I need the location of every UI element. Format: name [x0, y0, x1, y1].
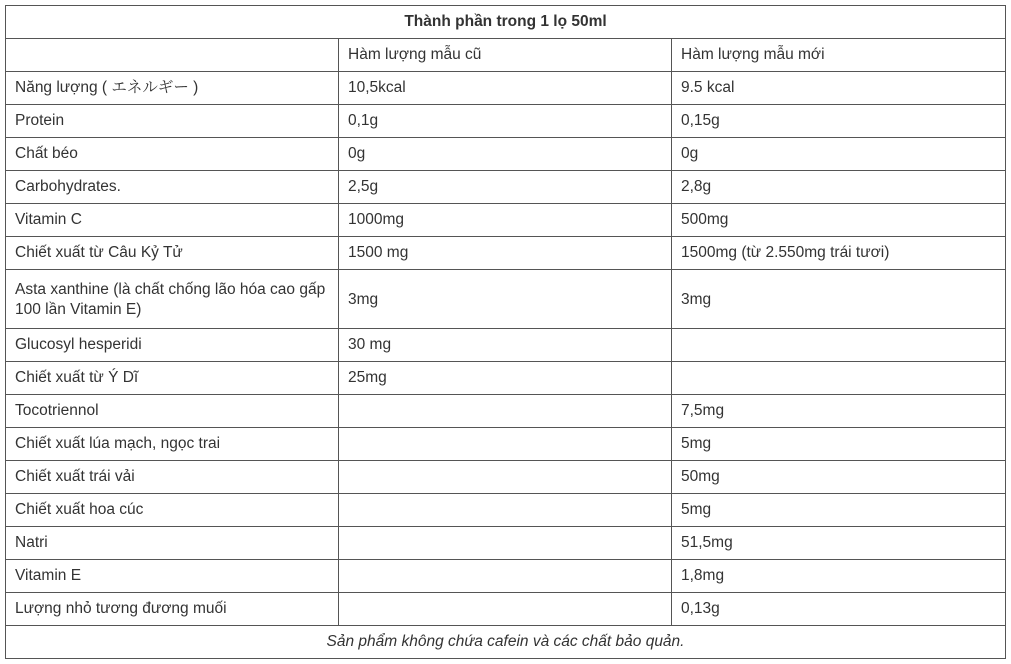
table-row — [6, 270, 1006, 329]
new-value: 51,5mg — [672, 527, 1006, 560]
old-value: 3mg — [339, 270, 672, 329]
table-row — [6, 105, 1006, 138]
old-value: 2,5g — [339, 171, 672, 204]
ingredient-name: Chiết xuất từ Ý Dĩ — [6, 362, 339, 395]
new-value: 50mg — [672, 461, 1006, 494]
ingredient-name: Lượng nhỏ tương đương muối — [6, 593, 339, 626]
table-row — [6, 362, 1006, 395]
table-header-row — [6, 39, 1006, 72]
new-value: 5mg — [672, 428, 1006, 461]
header-cell-old-formula: Hàm lượng mẫu cũ — [339, 39, 672, 72]
new-value: 2,8g — [672, 171, 1006, 204]
header-cell-new-formula: Hàm lượng mẫu mới — [672, 39, 1006, 72]
old-value: 30 mg — [339, 329, 672, 362]
ingredient-name: Chất béo — [6, 138, 339, 171]
table-row — [6, 593, 1006, 626]
ingredient-name: Vitamin E — [6, 560, 339, 593]
ingredient-name: Chiết xuất hoa cúc — [6, 494, 339, 527]
old-value: 25mg — [339, 362, 672, 395]
table-row — [6, 461, 1006, 494]
old-value — [339, 560, 672, 593]
new-value: 3mg — [672, 270, 1006, 329]
ingredient-name: Chiết xuất lúa mạch, ngọc trai — [6, 428, 339, 461]
ingredient-name: Năng lượng ( エネルギー ) — [6, 72, 339, 105]
table-row — [6, 494, 1006, 527]
table-row — [6, 527, 1006, 560]
header-cell-ingredient — [6, 39, 339, 72]
new-value: 7,5mg — [672, 395, 1006, 428]
ingredient-name: Chiết xuất từ Câu Kỷ Tử — [6, 237, 339, 270]
content-area — [5, 5, 1006, 659]
table-row — [6, 171, 1006, 204]
old-value: 0,1g — [339, 105, 672, 138]
footer-note: Sản phẩm không chứa cafein và các chất bảo quản. — [6, 626, 1006, 659]
old-value — [339, 461, 672, 494]
ingredient-name: Protein — [6, 105, 339, 138]
table-row — [6, 560, 1006, 593]
old-value — [339, 527, 672, 560]
ingredient-name: Vitamin C — [6, 204, 339, 237]
new-value — [672, 362, 1006, 395]
new-value — [672, 329, 1006, 362]
ingredient-name: Chiết xuất trái vải — [6, 461, 339, 494]
new-value: 5mg — [672, 494, 1006, 527]
new-value: 0,15g — [672, 105, 1006, 138]
old-value — [339, 428, 672, 461]
table-row — [6, 395, 1006, 428]
old-value: 1500 mg — [339, 237, 672, 270]
ingredient-name: Asta xanthine (là chất chống lão hóa cao gấp 100 lần Vitamin E) — [6, 270, 339, 329]
table-row — [6, 329, 1006, 362]
table-title-row — [6, 6, 1006, 39]
ingredient-name: Glucosyl hesperidi — [6, 329, 339, 362]
table-row — [6, 237, 1006, 270]
new-value: 500mg — [672, 204, 1006, 237]
old-value — [339, 494, 672, 527]
new-value: 0g — [672, 138, 1006, 171]
ingredient-name: Tocotriennol — [6, 395, 339, 428]
old-value: 10,5kcal — [339, 72, 672, 105]
old-value — [339, 395, 672, 428]
ingredients-table — [5, 5, 1006, 659]
new-value: 1500mg (từ 2.550mg trái tươi) — [672, 237, 1006, 270]
table-row — [6, 138, 1006, 171]
table-row — [6, 204, 1006, 237]
table-row — [6, 72, 1006, 105]
old-value — [339, 593, 672, 626]
table-footer-row — [6, 626, 1006, 659]
new-value: 1,8mg — [672, 560, 1006, 593]
old-value: 0g — [339, 138, 672, 171]
old-value: 1000mg — [339, 204, 672, 237]
ingredient-name: Carbohydrates. — [6, 171, 339, 204]
table-row — [6, 428, 1006, 461]
ingredient-name: Natri — [6, 527, 339, 560]
new-value: 0,13g — [672, 593, 1006, 626]
new-value: 9.5 kcal — [672, 72, 1006, 105]
table-title: Thành phần trong 1 lọ 50ml — [6, 6, 1006, 39]
